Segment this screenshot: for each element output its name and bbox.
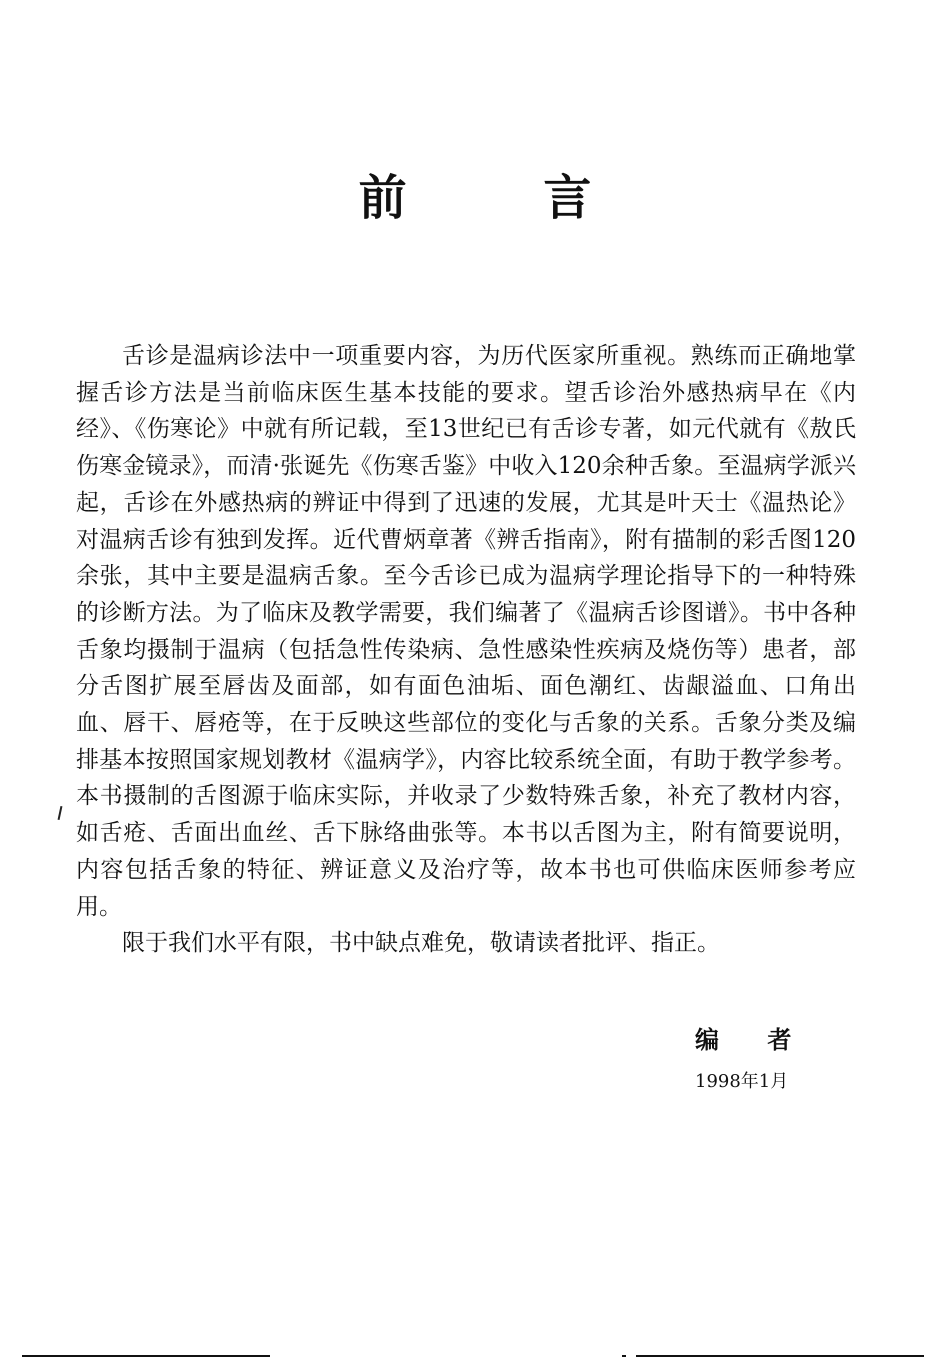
signoff-date: 1998年1月 [695,1071,789,1092]
page-title: 前 言 [358,170,652,226]
preface-body [76,338,856,962]
footer-rule-right [636,1355,924,1357]
footer-rule-left [22,1355,270,1357]
paragraph-closing: 限于我们水平有限，书中缺点难免，敬请读者批评、指正。 [122,930,720,957]
signoff-author: 编 者 [695,1026,812,1054]
paragraph-main: 舌诊是温病诊法中一项重要内容，为历代医家所重视。熟练而正确地掌握舌诊方法是当前临床医生基本技能的要求。望舌诊治外感热病早在《内经》、《伤寒论》中就有所记载，至13世纪已有舌诊专著，如元代就有《敖氏伤寒金镜录》，而清·张诞先《伤寒舌鉴》中收入120余种舌象。至温病学派兴起，舌诊在外感热病的辨证中得到了迅速的发展，尤其是叶天士《温热论》对温病舌诊有独到发挥。近代曹炳章著《辨舌指南》，附有描制的彩舌图120余张，其中主要是温病舌象。至今舌诊已成为温病学理论指导下的一种特殊的诊断方法。为了临床及教学需要，我们编著了《温病舌诊图谱》。书中各种舌象均摄制于温病（包括急性传染病、急性感染性疾病及烧伤等）患者，部分舌图扩展至唇齿及面部，如有面色油垢、面色潮红、齿龈溢血、口角出血、唇干、唇疮等，在于反映这些部位的变化与舌象的关系。舌象分类及编排基本按照国家规划教材《温病学》，内容比较系统全面，有助于教学参考。本书摄制的舌图源于临床实际，并收录了少数特殊舌象，补充了教材内容，如舌疮、舌面出血丝、舌下脉络曲张等。本书以舌图为主，附有简要说明，内容包括舌象的特征、辨证意义及治疗等，故本书也可供临床医师参考应用。 [76,343,856,920]
margin-mark [58,806,63,820]
signoff [695,1022,895,1094]
footer-rule-dot [622,1355,626,1357]
